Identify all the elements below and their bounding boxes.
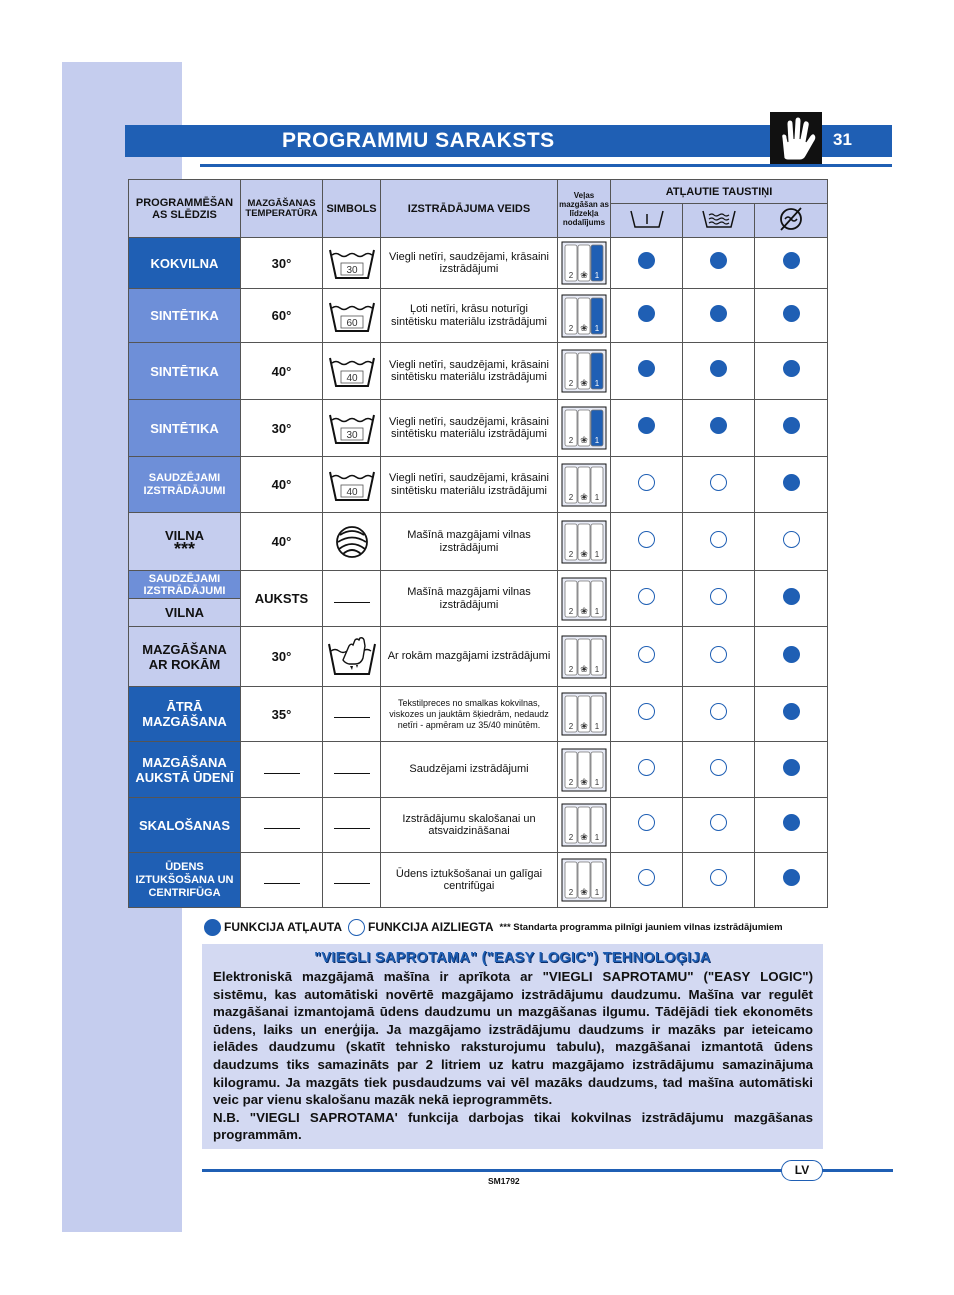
detergent-drawer-icon: [558, 577, 610, 621]
temperature-cell: [241, 798, 323, 853]
detergent-cell: [558, 289, 611, 343]
description-cell: [381, 742, 558, 798]
program-cell: [129, 343, 241, 400]
program-name: SINTĒTIKA: [150, 420, 219, 436]
symbol-cell: [323, 289, 381, 343]
button-status-cell: [683, 457, 755, 513]
program-cell: [129, 687, 241, 742]
svg-text:❀: ❀: [580, 664, 588, 675]
symbol-cell: [323, 571, 381, 627]
hand-icon: [770, 112, 822, 164]
button-status-cell: [683, 571, 755, 627]
button-status-cell: [683, 853, 755, 908]
program-cell: [129, 742, 241, 798]
allowed-circle-icon: [204, 919, 221, 936]
allowed-circle-icon: [638, 305, 655, 322]
svg-text:❀: ❀: [580, 549, 588, 560]
symbol-temp-label: 30: [345, 265, 358, 276]
spin-button-icon: [611, 204, 683, 238]
description-cell: [381, 400, 558, 457]
svg-text:❀: ❀: [580, 492, 588, 503]
language-badge: LV: [781, 1160, 823, 1181]
detergent-cell: [558, 400, 611, 457]
button-status-cell: [755, 571, 828, 627]
program-cell: [129, 853, 241, 908]
program-name: SKALOŠANAS: [138, 817, 230, 833]
temperature-dash: [264, 773, 300, 774]
temperature-cell: [241, 289, 323, 343]
symbol-cell: [323, 742, 381, 798]
button-status-cell: [611, 571, 683, 627]
button-status-cell: [611, 289, 683, 343]
description-cell: [381, 687, 558, 742]
program-cell: [129, 400, 241, 457]
compartment-label-1: 1: [594, 606, 600, 616]
button-status-cell: [683, 742, 755, 798]
allowed-circle-icon: [638, 360, 655, 377]
legend-note-mark: ***: [499, 921, 511, 933]
article-description: Tekstilpreces no smalkas kokvilnas, viskozes un jauktām šķiedrām, nedaudz netīri - apmēram uz 35/40 minūtēm.: [389, 697, 549, 730]
description-cell: [381, 798, 558, 853]
wash-tub-icon: [323, 466, 380, 504]
symbol-cell: [323, 238, 381, 289]
temperature-dash: [264, 828, 300, 829]
compartment-label-1: 1: [594, 888, 600, 897]
button-status-cell: [755, 400, 828, 457]
table-row: [129, 627, 828, 687]
header-buttons: ATĻAUTIE TAUSTIŅI: [611, 180, 828, 204]
table-row: [129, 742, 828, 798]
page-title: PROGRAMMU SARAKSTS: [282, 129, 555, 152]
disabled-circle-icon: [638, 814, 655, 831]
button-status-cell: [611, 687, 683, 742]
description-cell: [381, 457, 558, 513]
table-row: [129, 400, 828, 457]
disabled-circle-icon: [710, 869, 727, 886]
symbol-dash: [334, 883, 370, 884]
no-spin-icon: [755, 204, 828, 238]
article-description: Izstrādājumu skalošanai un atsvaidzināšanai: [402, 812, 536, 837]
extra-rinse-icon: [683, 204, 755, 238]
easy-logic-note: N.B. "VIEGLI SAPROTAMA' funkcija darbojas tikai kokvilnas izstrādājumu mazgāšanas programmām.: [213, 1109, 813, 1143]
button-status-cell: [683, 289, 755, 343]
allowed-circle-icon: [783, 252, 800, 269]
program-name: ĀTRĀ MAZGĀŠANA: [142, 699, 227, 729]
description-cell: [381, 853, 558, 908]
button-status-cell: [755, 457, 828, 513]
temperature-cell: [241, 238, 323, 289]
legend-allowed: FUNKCIJA ATĻAUTA: [224, 920, 342, 934]
compartment-label-1: 1: [594, 492, 600, 502]
temperature-cell: [241, 627, 323, 687]
temperature-cell: [241, 571, 323, 627]
button-status-cell: [683, 343, 755, 400]
button-status-cell: [611, 742, 683, 798]
table-row: [129, 289, 828, 343]
compartment-label-1: 1: [594, 722, 600, 731]
temperature-cell: [241, 742, 323, 798]
symbol-dash: [334, 602, 370, 603]
compartment-label-1: 1: [594, 549, 600, 559]
program-table: [128, 179, 828, 908]
article-description: Mašīnā mazgājami vilnas izstrādājumi: [407, 586, 531, 611]
allowed-circle-icon: [783, 814, 800, 831]
temperature-value: 60°: [271, 308, 292, 323]
temperature-value: 40°: [271, 363, 292, 379]
allowed-circle-icon: [783, 305, 800, 322]
easy-logic-title: "VIEGLI SAPROTAMA" ("EASY LOGIC") TEHNOLOĢIJA: [314, 950, 711, 966]
symbol-cell: [323, 627, 381, 687]
temperature-cell: [241, 687, 323, 742]
wash-tub-icon: [323, 244, 380, 282]
temperature-value: 40°: [271, 534, 292, 549]
compartment-label-2: 2: [568, 436, 574, 445]
detergent-drawer-icon: [558, 858, 610, 902]
button-status-cell: [611, 798, 683, 853]
allowed-circle-icon: [783, 417, 800, 434]
allowed-circle-icon: [638, 417, 655, 434]
disabled-circle-icon: [783, 531, 800, 548]
program-name: SINTĒTIKA: [150, 308, 219, 323]
article-description: Viegli netīri, saudzējami, krāsaini sintētisku materiālu izstrādājumi: [389, 415, 549, 440]
disabled-circle-icon: [638, 646, 655, 663]
program-cell: [129, 627, 241, 687]
article-description: Ar rokām mazgājami izstrādājumi: [387, 650, 551, 663]
detergent-cell: [558, 513, 611, 571]
temperature-cell: [241, 457, 323, 513]
symbol-dash: [334, 773, 370, 774]
symbol-temp-label: 40: [345, 373, 358, 384]
detergent-drawer-icon: [558, 463, 610, 507]
allowed-circle-icon: [783, 474, 800, 491]
allowed-circle-icon: [783, 869, 800, 886]
svg-text:❀: ❀: [580, 722, 588, 732]
description-cell: [381, 513, 558, 571]
program-name: MAZGĀŠANA AUKSTĀ ŪDENĪ: [135, 754, 234, 785]
allowed-circle-icon: [710, 305, 727, 322]
temperature-value: 35°: [271, 706, 292, 722]
compartment-label-2: 2: [568, 777, 574, 787]
button-status-cell: [755, 853, 828, 908]
title-underline: [200, 164, 892, 167]
allowed-circle-icon: [783, 759, 800, 776]
compartment-label-1: 1: [594, 777, 600, 787]
detergent-drawer-icon: [558, 692, 610, 736]
article-description: Viegli netīri, saudzējami, krāsaini izstrādājumi: [389, 250, 549, 275]
compartment-label-1: 1: [594, 436, 600, 445]
disabled-circle-icon: [710, 703, 727, 720]
button-status-cell: [755, 627, 828, 687]
temperature-dash: [264, 883, 300, 884]
temperature-value: 30°: [271, 255, 292, 271]
symbol-cell: [323, 400, 381, 457]
description-cell: [381, 343, 558, 400]
button-status-cell: [683, 687, 755, 742]
button-status-cell: [683, 400, 755, 457]
table-row: [129, 513, 828, 571]
article-description: Saudzējami izstrādājumi: [409, 763, 529, 776]
page-number: 31: [833, 130, 852, 149]
legend-note-text: Standarta programma pilnīgi jauniem vilnas izstrādājumiem: [513, 921, 783, 933]
program-name: MAZGĀŠANA AR ROKĀM: [142, 641, 227, 672]
legend-disabled: FUNKCIJA AIZLIEGTA: [367, 920, 494, 934]
description-cell: [381, 289, 558, 343]
article-description: Ļoti netīri, krāsu noturīgi sintētisku materiālu izstrādājumi: [391, 303, 547, 328]
program-cell: [129, 798, 241, 853]
compartment-label-2: 2: [568, 492, 574, 502]
header-symbols: SIMBOLS: [323, 180, 381, 238]
button-status-cell: [755, 798, 828, 853]
footer-code: SM1792: [488, 1176, 520, 1186]
program-cell: [129, 571, 241, 627]
allowed-circle-icon: [783, 588, 800, 605]
compartment-label-2: 2: [568, 323, 574, 333]
easy-logic-paragraph: Elektroniskā mazgājamā mašīna ir aprīkota ar "VIEGLI SAPROTAMU" ("EASY LOGIC") sistēmu, kas automātiski novērtē mazgājamo izstrādājumu daudzumu. Mašīna var regulēt mazgāšanai izmantojamā ūdens daudzumu un mazgāšanas ilgumu. Tādējādi tiek ekonomēts ūdens, laiks un enerģija. Ja mazgājamo izstrādājumu daudzums ir mazāks par ieteicamo ielādes daudzumu (skatīt tehnisko raksturojumu tabulu), mazgāšanai izmantotā ūdens daudzums tiks samazināts par 2 litriem uz katru mazgājamo izstrādājumu samazinājuma kilogramu. Ja mazgāts tiek pusdaudzums vai vēl mazāks daudzums, tad mašīna automātiski veic par vienu skalošanu mazāk nekā ieprogrammēts.: [213, 969, 813, 1108]
button-status-cell: [611, 457, 683, 513]
symbol-temp-label: 40: [345, 486, 358, 498]
compartment-label-2: 2: [568, 888, 574, 897]
button-status-cell: [611, 513, 683, 571]
compartment-label-2: 2: [568, 722, 574, 731]
detergent-cell: [558, 798, 611, 853]
symbol-temp-label: 60: [345, 317, 358, 329]
detergent-cell: [558, 571, 611, 627]
program-name: ŪDENS IZTUKŠOŠANA UN CENTRIFŪGA: [135, 860, 234, 899]
button-status-cell: [755, 687, 828, 742]
detergent-drawer-icon: [558, 748, 610, 792]
detergent-cell: [558, 853, 611, 908]
svg-text:❀: ❀: [580, 606, 588, 617]
button-status-cell: [755, 238, 828, 289]
button-status-cell: [611, 853, 683, 908]
symbol-cell: [323, 798, 381, 853]
disabled-circle-icon: [710, 531, 727, 548]
svg-text:❀: ❀: [580, 271, 588, 281]
detergent-drawer-icon: [558, 406, 610, 450]
allowed-circle-icon: [710, 417, 727, 434]
disabled-circle-icon: [710, 474, 727, 491]
temperature-cell: [241, 513, 323, 571]
compartment-label-2: 2: [568, 606, 574, 616]
button-status-cell: [611, 627, 683, 687]
compartment-label-2: 2: [568, 271, 574, 280]
symbol-dash: [334, 828, 370, 829]
header-article: IZSTRĀDĀJUMA VEIDS: [381, 180, 558, 238]
svg-text:❀: ❀: [580, 436, 588, 446]
program-stars: ***: [173, 539, 195, 559]
compartment-label-1: 1: [594, 271, 600, 280]
disabled-circle-icon: [710, 646, 727, 663]
program-name-top: SAUDZĒJAMI IZSTRĀDĀJUMI: [129, 571, 240, 599]
symbol-cell: [323, 513, 381, 571]
program-cell: [129, 289, 241, 343]
temperature-cell: [241, 343, 323, 400]
compartment-label-1: 1: [594, 379, 600, 388]
table-row: [129, 798, 828, 853]
temperature-value: 30°: [271, 649, 292, 664]
header-temperature: MAZGĀŠANAS TEMPERATŪRA: [241, 180, 323, 238]
allowed-circle-icon: [710, 360, 727, 377]
button-status-cell: [683, 513, 755, 571]
wool-icon: [323, 523, 380, 561]
allowed-circle-icon: [783, 646, 800, 663]
detergent-cell: [558, 687, 611, 742]
article-description: Mašīnā mazgājami vilnas izstrādājumi: [407, 529, 531, 554]
hand-wash-icon: [323, 636, 380, 678]
detergent-cell: [558, 343, 611, 400]
header-program: PROGRAMMĒŠAN AS SLĒDZIS: [129, 180, 241, 238]
detergent-drawer-icon: [558, 241, 610, 285]
program-cell: [129, 513, 241, 571]
symbol-cell: [323, 687, 381, 742]
button-status-cell: [755, 343, 828, 400]
compartment-label-1: 1: [594, 323, 600, 333]
button-status-cell: [683, 238, 755, 289]
description-cell: [381, 238, 558, 289]
allowed-circle-icon: [638, 252, 655, 269]
symbol-temp-label: 30: [345, 430, 358, 441]
detergent-drawer-icon: [558, 635, 610, 679]
article-description: Viegli netīri, saudzējami, krāsaini sintētisku materiālu izstrādājumi: [389, 472, 549, 497]
description-cell: [381, 627, 558, 687]
button-status-cell: [755, 742, 828, 798]
compartment-label-1: 1: [594, 833, 600, 842]
disabled-circle-icon: [710, 814, 727, 831]
detergent-drawer-icon: [558, 803, 610, 847]
table-row: [129, 343, 828, 400]
compartment-label-2: 2: [568, 379, 574, 388]
table-row: [129, 238, 828, 289]
legend: [204, 917, 844, 937]
svg-text:❀: ❀: [580, 379, 588, 389]
button-status-cell: [755, 289, 828, 343]
disabled-circle-icon: [348, 919, 365, 936]
button-status-cell: [611, 343, 683, 400]
easy-logic-box: [202, 944, 823, 1149]
disabled-circle-icon: [638, 531, 655, 548]
svg-text:❀: ❀: [580, 833, 588, 843]
detergent-cell: [558, 457, 611, 513]
compartment-label-2: 2: [568, 549, 574, 559]
detergent-cell: [558, 742, 611, 798]
program-cell: [129, 238, 241, 289]
button-status-cell: [683, 798, 755, 853]
program-cell: [129, 457, 241, 513]
disabled-circle-icon: [638, 588, 655, 605]
header-detergent: Veļas mazgāšan as līdzekļa nodalījums: [558, 180, 611, 238]
symbol-cell: [323, 457, 381, 513]
detergent-cell: [558, 627, 611, 687]
table-row: [129, 571, 828, 627]
program-name: SINTĒTIKA: [150, 363, 219, 379]
wash-tub-icon: [323, 297, 380, 335]
table-row: [129, 687, 828, 742]
detergent-drawer-icon: [558, 520, 610, 564]
temperature-cell: [241, 400, 323, 457]
svg-text:❀: ❀: [580, 777, 588, 788]
allowed-circle-icon: [783, 703, 800, 720]
wash-tub-icon: [323, 352, 380, 390]
disabled-circle-icon: [710, 759, 727, 776]
program-name: VILNA: [165, 528, 204, 543]
button-status-cell: [755, 513, 828, 571]
symbol-cell: [323, 343, 381, 400]
table-row: [129, 853, 828, 908]
disabled-circle-icon: [638, 869, 655, 886]
program-name: SAUDZĒJAMI IZSTRĀDĀJUMI: [143, 471, 226, 497]
table-row: [129, 457, 828, 513]
program-name-bottom: VILNA: [129, 599, 240, 626]
svg-text:❀: ❀: [580, 323, 588, 334]
program-name: KOKVILNA: [150, 255, 219, 271]
disabled-circle-icon: [638, 474, 655, 491]
temperature-value: 30°: [271, 420, 292, 436]
wash-tub-icon: [323, 409, 380, 447]
allowed-circle-icon: [783, 360, 800, 377]
detergent-cell: [558, 238, 611, 289]
detergent-drawer-icon: [558, 349, 610, 393]
disabled-circle-icon: [638, 759, 655, 776]
temperature-value: AUKSTS: [254, 591, 309, 606]
compartment-label-2: 2: [568, 664, 574, 674]
compartment-label-1: 1: [594, 664, 600, 674]
article-description: Viegli netīri, saudzējami, krāsaini sintētisku materiālu izstrādājumi: [389, 358, 549, 383]
svg-text:❀: ❀: [580, 888, 588, 898]
disabled-circle-icon: [710, 588, 727, 605]
disabled-circle-icon: [638, 703, 655, 720]
temperature-cell: [241, 853, 323, 908]
symbol-dash: [334, 717, 370, 718]
legend-note: [500, 922, 783, 933]
button-status-cell: [611, 400, 683, 457]
detergent-drawer-icon: [558, 294, 610, 338]
temperature-value: 40°: [271, 477, 292, 492]
allowed-circle-icon: [710, 252, 727, 269]
description-cell: [381, 571, 558, 627]
symbol-cell: [323, 853, 381, 908]
compartment-label-2: 2: [568, 833, 574, 842]
button-status-cell: [683, 627, 755, 687]
article-description: Ūdens iztukšošanai un galīgai centrifūgai: [395, 867, 543, 892]
button-status-cell: [611, 238, 683, 289]
